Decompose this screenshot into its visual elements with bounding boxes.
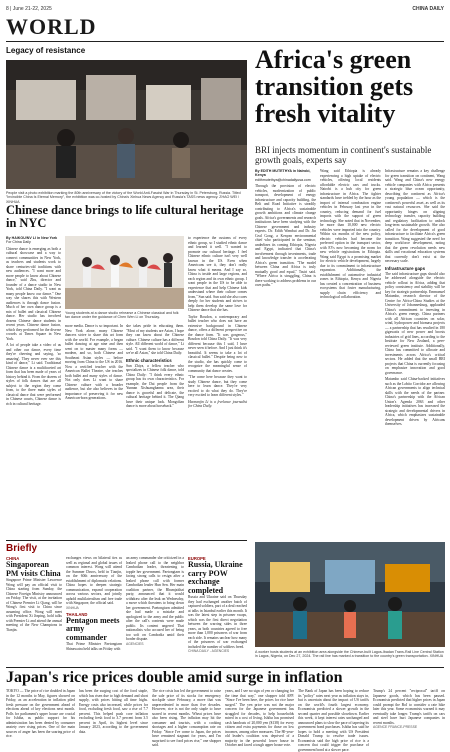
brief-country: THAILAND [66,611,88,617]
drum-column-3 [126,324,184,532]
drum-col1-text: Chinese dance is emerging as both a cultural showcase and a way to connect communities in New York, as teachers and students work to share centuries-old traditions with new audiences. "I want more and more people to know about Chinese dance," said Zhu, director and founder of a dance studio in New York, told China Daily. "I want as many people know our dance." One way she shares this with Western audiences is through dance fusion. Much of her own dance group is a mix of ballet and classical Chinese dance. Her studio has involved dozens Chinese dance students in recent years. Chinese dance fusion, which they performed for the diverse crowds at Times Square in New York. [6,246,61,341]
brief-credit: AGENCIES [126,641,144,646]
drum-contact: Haonanjin Li is a freelance journalist for China Daily. [188,399,247,408]
brief-country: CHINA [6,556,20,561]
drum-subheading: Ethnic characteristics [126,357,172,363]
drum-col4-text: to experience the customs of every ethnic group, so I studied ethnic dance and learned it well. "I wanted to promote our cultural heritage. I feel Chinese ethnic culture isn't very well known in the US. Even when Americans see it, they don't really know what it means. And I say so, China is inside and large regions, and each region and its own ethnic group. I want people in the US to be able to experience that and help Chinese kids understand where their culture comes from," Sun said. Sun said she also cares deeply for her students and strives to help them develop the same love for Chinese dance that she has. [188,236,247,312]
brief-credit: CHINA DAILY - AGENCIES [188,649,230,654]
lagos-station-photo [255,542,445,647]
legacy-kicker: Legacy of resistance [6,46,86,55]
dance-photo [65,236,184,309]
drum-col3-text: she takes pride in educating them. "Most of my students are Asian, I hope they can know about the Chinese culture. Chinese culture has a different style. All different world of dance," Li said. "I want them to know because we're all Asian," she told China Daily. [126,324,184,355]
brief-headline: Singaporean PM visits China [6,560,61,578]
africa-column-1 [255,169,316,539]
brief-headline: Pentagon meets army commander [66,615,120,642]
japan-rule [6,667,444,668]
publication-name: CHINA DAILY [412,6,444,12]
lagos-caption [255,650,445,659]
africa-byline: By EDITH MUTETHYA in Nairobi, Kenya [255,169,311,178]
brief-text: Singapore Prime Minister Lawrence Wong will pay an official visit to China starting from Sunday, the Chinese Foreign Ministry announced on Friday. The visit, at the invitation of Chinese Premier Li Qiang, will be Wong's first visit to China since assuming office. Wong will meet with President Xi Jinping, hold talks with Premier Li and attend the annual meeting of the New Champions in Tianjin. [6,578,62,632]
drum-col4b-text: Taylor Boudon, a contemporary and ballet teacher who does not have an extensive background in Chinese dance, offers a different perspective on the dance form. "It was gorgeous," Boudon told China Daily. "It was very different because this I said, I have never seen it before. And I just think it's beautiful. It seems to take a lot of classical ballet." Despite being new to the studio, she has quickly come to recognize the meaningful sense of community that dance creates. [188,314,247,373]
africa-email: edithmutethya@chinadailyusa.com [255,177,311,182]
japan-col1-text: TOKYO — The price of rice doubled in Japan in the 12 months to May, figures showed on Friday, as an acceleration in inflation piled fresh pressure on the government ahead of elections ahead of key elections next month. Polls for parliament's upper house are crucial for Ishiba, as public support for his administration has been dented by consumer anxiety over rising prices. One of the main sources of anger has been the soaring price of rice. [6,689,75,738]
brief-text: Thai Prime Minister Paetongtarn Shinawatra held talks on Friday with [66,642,122,651]
lagos-caption-text: A worker hosts students at an exhibition area alongside the Chinese-built Lagos-Ibadan Trans-Rail Line Central Station in Lagos, Nigeria, on Dec 27, 2024. The rail line has marked a transition to the country's green transportation. [255,650,444,659]
section-title: WORLD [6,14,97,39]
brief-text-cont: exchanges views on bilateral ties as well as regional and global issues of common interest. Wong will attend the Summer Davos, held in Tianjin, on the 60th anniversary of the establishment of diplomatic relations. China hopes to deepen strategic communication, expand cooperation across various sectors, and jointly uphold multilateralism and free trade with Singapore, the official said. [66,556,122,605]
drum-column-1 [6,236,61,532]
drum-byline: By HAIKOU/NV LI in New York [6,236,58,240]
brief-item-china [6,556,62,663]
japan-column-5 [298,689,369,752]
japan-col4-text: years, and I see no sign of yen or changing for the time that way," one shopper told AFP. "Since I've been here, the prices for rice have surged." The yen price was not the major concern for the Japanese government has struggled for decades, to help households mired in a cost of living, Ishiba has promised cash handouts of 20,000 yen ($138) for every citizen and extra payments for those on low incomes, among other measures. The 80-year-old leader's coalition was deprived of a majority in the powerful lower house in October and faced a tough upper house vote. [225,689,294,747]
japan-column-6 [373,689,445,744]
drum-byline-outlet: For China Daily [6,240,31,245]
briefly-rule [6,540,247,541]
japan-col2-text: has been the surging cost of the food staple, which has risen due to high demand and short supply, with prices hitting all time highs. Energy costs also increased, while prices for food, excluding fresh food, saw a rise of 7.7 percent. This helped push core inflation excluding fresh food to 3.7 percent from 3.5 percent in April, its highest level since January 2023, according to the government data. [79,689,148,734]
legacy-caption-text: People visit a photo exhibition marking the 80th anniversary of the victory of the World Anti-Fascist War in Thursday in St. Petersburg, Russia. Titled "Invincible China Is Eternal Memory", the exhibition was co-hosted by China's Xinhua News Agency and Russia's TASS news agency. [6,191,241,200]
lagos-caption-credit: XINHUA [429,654,444,659]
japan-headline: Japan's rice prices double amid surge in inflation [6,669,343,686]
japan-column-2 [79,689,148,744]
drum-col2-text: more media. Dance is so important. In New York alone, many Chinese dancers strive to share this art form with the world. For example, a began ballet dancing at age nine and then went on to master many forms — modern, and so, both Chinese and Southeast Asian styles — before moving from China to the US in 2016. Now a certified teacher with the American Ballet Theatre, she teaches both ballet and many styles of dance. Not only does Li want to share Chinese culture with a broader audience, but she also believes in the importance of preserving it for new American-born generations. [65,324,123,400]
africa-col3b-text: The said infrastructure gaps should also be addressed alongside the electric vehicle rollout in Africa, adding that policy consistency and stability will be key for strategic partnership. Emmanuel Matambo, research director of the Centre for Africa-China Studies at the University of Johannesburg, applauded China's commitment to investing in Africa's green energy. China partners with all African countries on solar, wind, hydropower and biomass projects — a partnership that has resulted in 180 gigawatts of new power and boosts industries of grid lines, according to the Institute for New Zealand, a peer-reviewed green institute. Additionally, China has committed to allocate and investments across Africa's critical sectors. He added that the small BRI projects that China is currently focusing on emphasize innovation and good governance. [385,271,445,375]
page-date: 8 | June 21-22, 2025 [6,6,52,12]
africa-col3c-text: Matambo said China-backed initiatives such as the Lobito Corridor are allowing African governments to align technical skills with the needs of the partner. China's partnership with the African Union's Agenda 2063 and other leadership initiatives has increased the strategic and developmental drivers in Africa, which emphasizes sustainable development driven by Africans themselves. [385,377,445,426]
dance-photo-image [65,236,184,309]
drum-col1b-text: A lot of people take a video of us and other our dance, every time they're cheering and saying, 'so amazing'. They never ever see this kind of dance," Li said. Traditional Chinese dance is a multifaceted art form that has been made of years of history behind it. From the dozens of styles of folk dances that are all subject to the region they come from, to the three main styles of classical dance that were performed in Chinese courts, Chinese dance is rich in cultural heritage. [6,343,61,406]
lagos-station-photo-image [255,542,445,647]
japan-col6-text: Trump's 24 percent "reciprocal" tariff on Japanese goods, which has been paused. Economists predicted that higher prices in Japan could prompt the BoJ to consider a rate hike later this year. Some economists warned it may eventually take longer. Trump's tariffs on cars and steel have hurt Japanese companies in recent months. [373,689,445,725]
masthead [6,5,444,14]
africa-subheading: Infrastructure gaps [385,265,426,271]
dance-photo-caption: Young students at a dance studio rehearse a Chinese classical and folk fan dance under the guidance of Chen Wen Li on Thursday. [65,311,179,320]
brief-text-cont: an army commander she criticized in a leaked phone call to the neighbor Cambodian leader, threatening to topple her government. Paetongtarn is facing strong calls to resign after a leaked phone call with former Cambodian leader Hun Sen. Her main coalition partner, the Bhumjaithai party, announced that it would withdraw after the leak on Wednesday, a move which threatens to bring down her government. Paetongtarn admitted she had made a mistake and apologized to the army and the public after the call's contents were made public. Its content angered Thai nationalists who accused her of being too soft on Cambodia amid their border dispute. [126,556,184,641]
japan-column-4 [225,689,294,747]
briefly-tag: Briefly [6,543,38,554]
africa-headline: Africa's green transition gets fresh vitality [255,45,414,128]
brief-item-thailand-cont [126,556,184,663]
japan-col3-text: The rice crisis has led the government to raise the sale price of its stocks for emergency stockpile since February, a move that was unprecedented in more than five decades. However, rice is not the only staple to have soared in recent months. Wheat prices have also been rising. The inflation may hit the consumer and tourists, with a cooking shortages and a higher consumption rate on Friday. "Since I've come to Japan, the prices have remained stagnant for years, and I'm surprised to see food prices rise," one shopper said. [152,689,221,747]
drum-headline: Chinese dance brings to life cultural heritage in NYC [6,203,244,230]
africa-col2-text: Wang said Ethiopia is already experiencing a high uptake of electric vehicles, offering local residents affordable electric cars and trucks. Nairobi is a hub city for green infrastructure in Africa. The tighter standards have trebled by the hour as the import of internal combustion engine vehicles in February last year in the country, reducing demand for fuel imports with the support of green technology. She noted that in November, he more than 10,000 new electric vehicles were imported into the country. Within six months of the new policy, electric vehicles had become the preferred option in the transport sector, with EVs now becoming the norm for new vehicle registrations in Ethiopia. Wang said Egypt is a promising market for electric vehicle development, largely due to its commitment to infrastructure expansion. Additionally, the establishment of automotive industrial zones in Ethiopia, Kenya and Nigeria has created a concentration of business ecosystems that foster manufacturing, supply chain efficiency and technological collaboration. [320,169,381,299]
africa-column-3 [385,169,445,539]
brief-item-china-cont [66,556,122,663]
africa-column-2 [320,169,381,539]
japan-col5-text: The Bank of Japan has been hoping to reduce its "policy" rates next year as inflation stays in, but is uncertain about the impact of US tariffs on the world's fourth largest economy. Economists predicted a slower growth in the second quarter and possible slowdown. Earlier this week, it kept interest rates unchanged and announced plans to slow the pace of tapering its government bond purchases. Ishiba has said he hopes to hold a meeting with US President Donald Trump to resolve trade issues. Economists said the high price of rice is a concern that could trigger the purchase of government bond at a slower pace. [298,689,369,752]
drum-col4c-text: "The come here because they want to study Chinese dance, but they come here to learn dance. They're very excited to do what they do. They're very excited to learn different styles." [188,375,247,397]
japan-column-3 [152,689,221,747]
africa-col3-text: Infrastructure remains a key challenge for green transition on continent, Wang said. Wang and China's new energy vehicle companies with Africa presents a strategic blue ocean opportunity, describing the continent as Africa's young population — which is the continent's powerful asset, as well as its vast natural resources. She said the opportunity hinges on aligning technology transfer, capacity building and regulatory facilitation to unlock long-term sustainable growth. She also called for the development of good infrastructure to facilitate Africa's green transition. Wang suggested the need for deep workforce development, noting that the green revolution needs new skills and vocational education systems that currently don't exist at the necessary scale. [385,169,445,263]
brief-item-europe [188,556,247,663]
drum-column-2 [65,324,123,532]
brief-text: Russia and Ukraine said on Thursday they had exchanged another batch of captured soldiers, part of a deal reached at talks in Istanbul earlier this month. It was the latest step in prisoner swaps, which was the first direct negotiation between the warring sides in three years, as both countries agreed to free more than 1,000 prisoners of war from each side. It remains unclear how many of the prisoners of war exchanged included the number of soldiers freed. [188,595,247,649]
japan-credit: AGENCE FRANCE-PRESSE [373,725,418,729]
drum-col3b-text: Sun Zhiya, a fellow teacher who specializes in Chinese folk dance, told China Daily: "I think every ethnic group has its own characteristics. For example, the Dai people from the Yunnan Xishuangbanna area, their dance is graceful and delicate, the cultural heritage behind it. The Qiang have their unique look. Mongolian dance is more about horseback." [126,363,184,408]
exhibition-photo [6,60,247,189]
japan-column-1 [6,689,75,744]
legacy-caption-credit: ZHAO WEI / XINHUA [6,195,240,204]
brief-country: EUROPE [188,556,206,561]
drum-column-4 [188,236,247,532]
section-rule [6,41,444,42]
exhibition-photo-image [6,60,247,189]
africa-deck: BRI injects momentum in continent's sustainable growth goals, experts say [255,145,432,165]
brief-headline: Russia, Ukraine carry POW exchange completed [188,560,243,595]
africa-col1-text: Through the provision of electric vehicles, modernization of public transport, development of energy infrastructure and capacity building, the Belt and Road Initiative is steadily contributing to Africa's sustainable growth ambitions and climate change goals. Africa's governments and research institutions have been studying with the Chinese government and industry experts. Dr. Edith Wambui and Dr. Jin Ceal Gong, a Kenyan environmental chief who participated in the seminar, underlines its coming Ethiopia, Nigeria and Egypt, indicated that China's involvement through investments, trade and knowledge transfer is accelerating Africa's green transition. "The model between China and Africa is truly mutually good and equal," Tasiri said. "Where Africa is struggling, China is there working to address problems in our own paths." [255,184,316,288]
brief-credit: XINHUA [66,605,79,610]
